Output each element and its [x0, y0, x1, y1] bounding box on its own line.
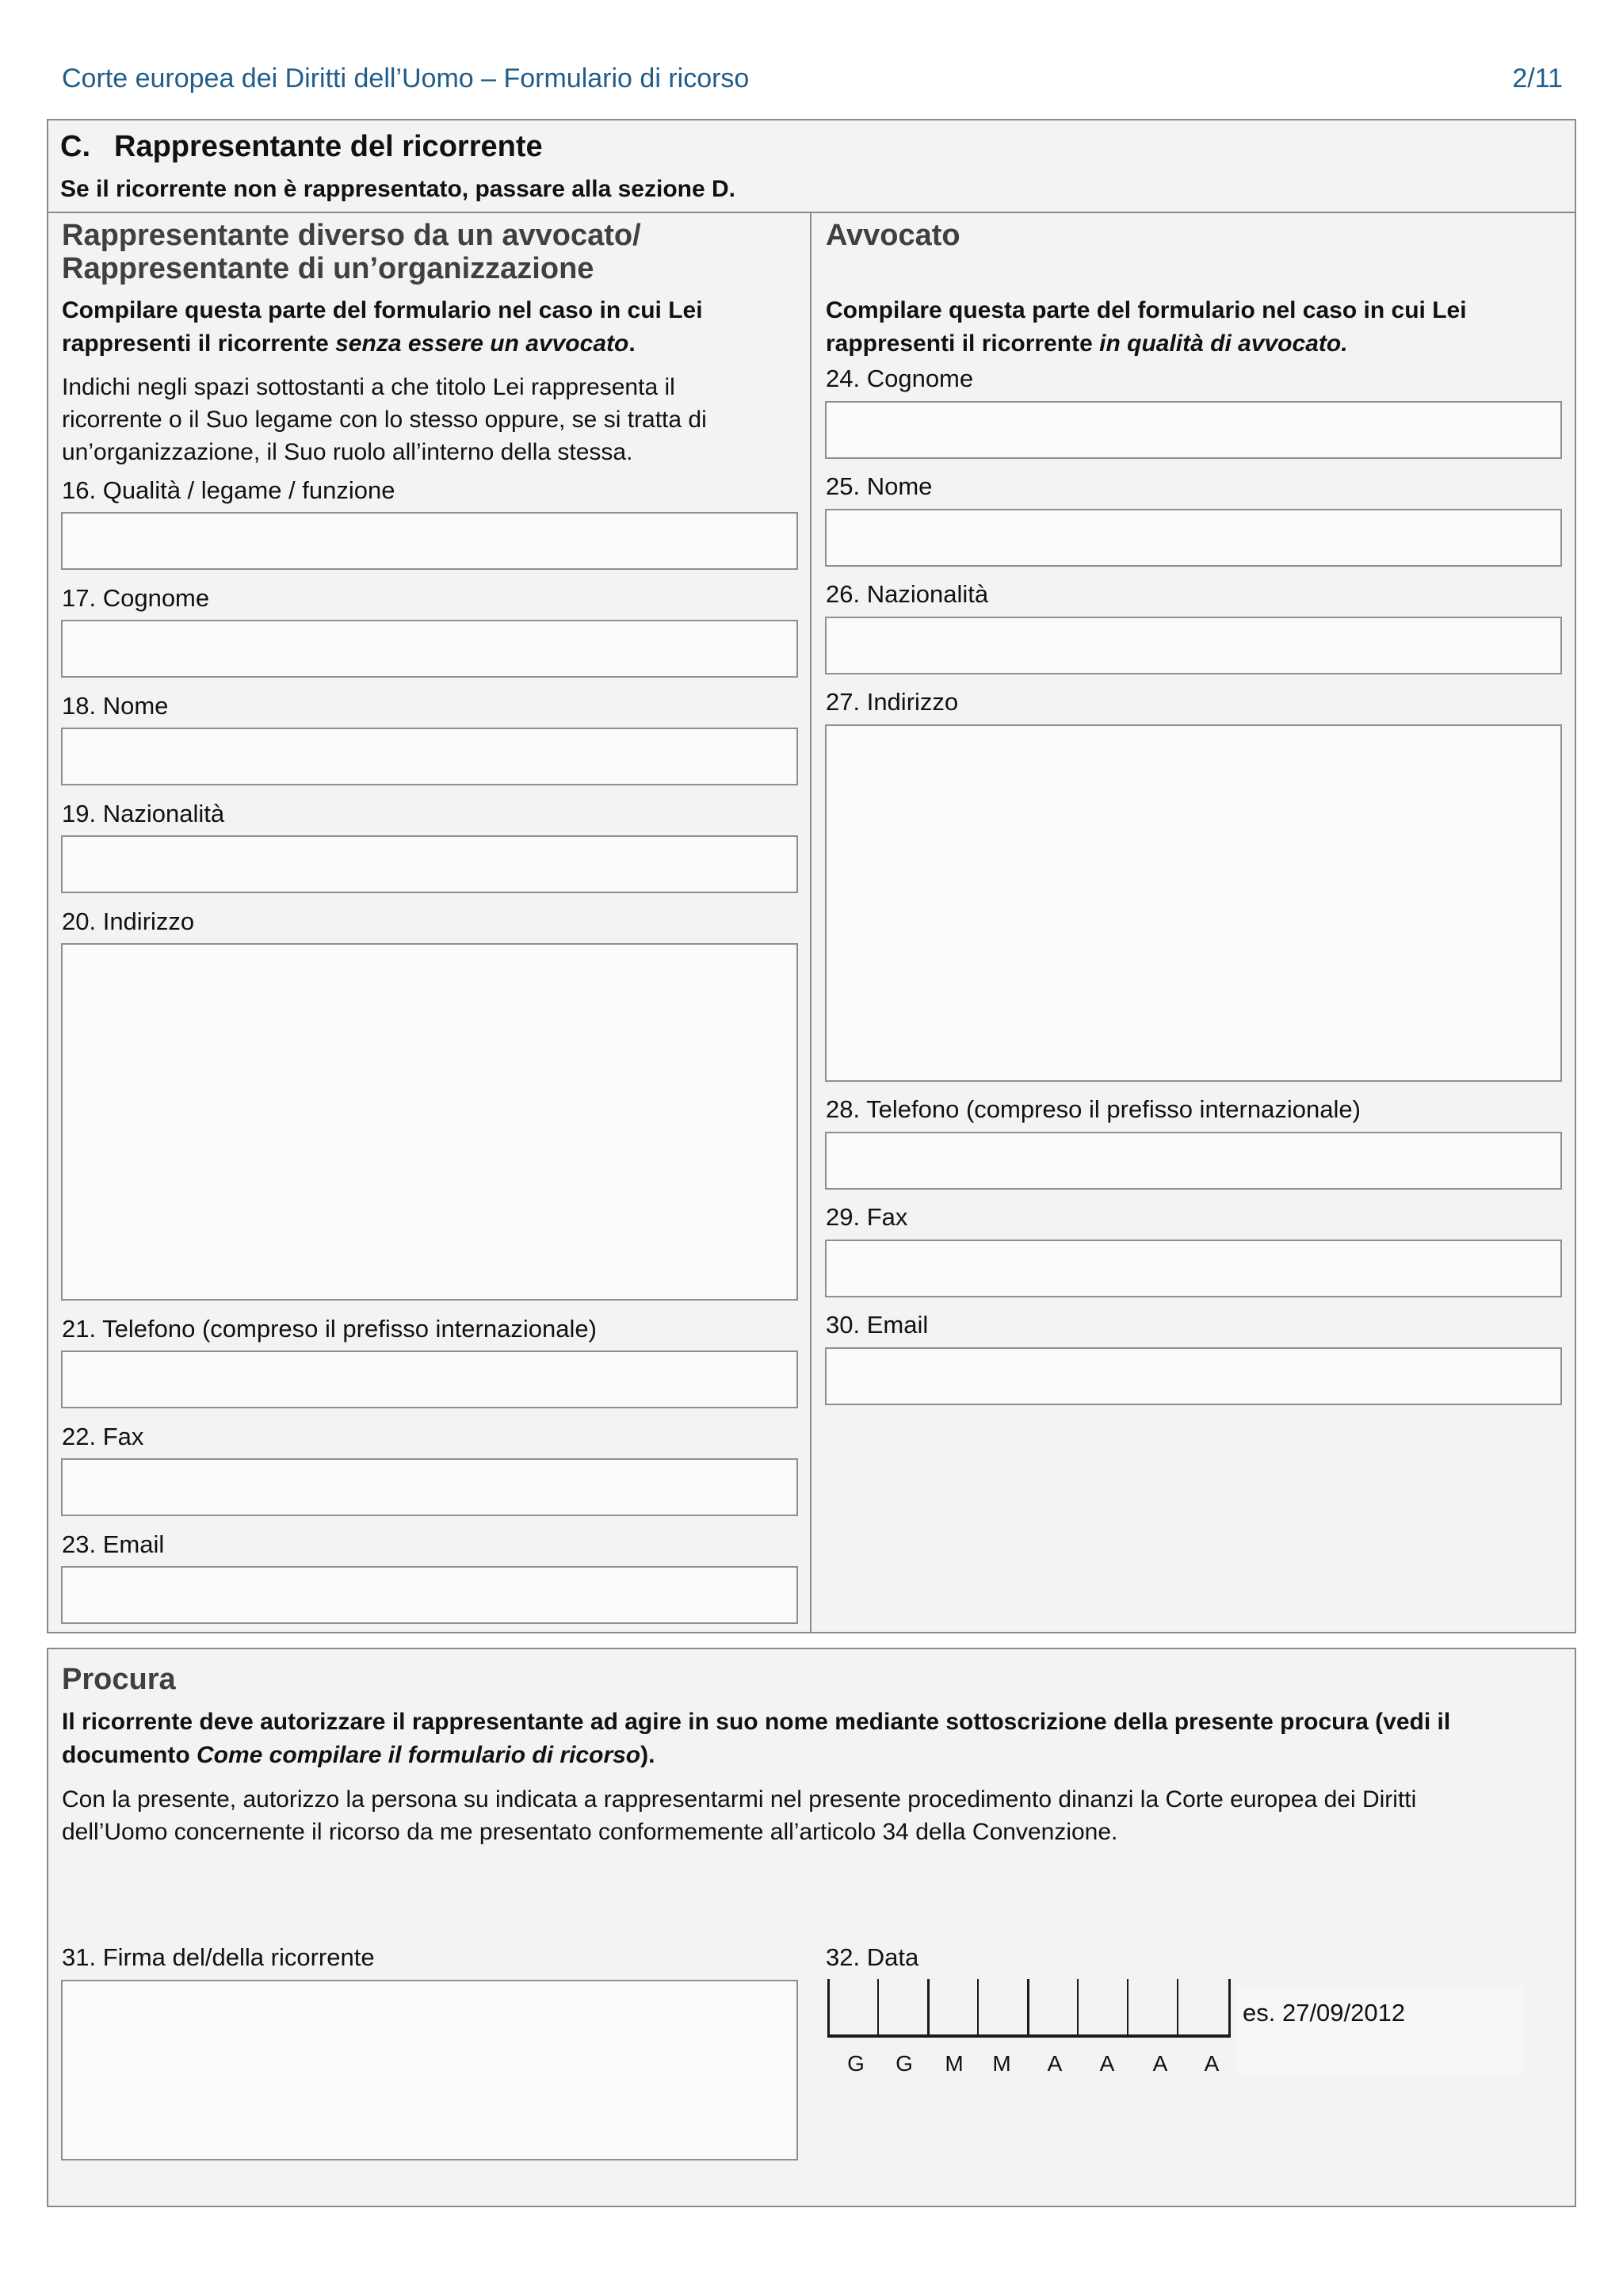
lawyer-phone-input[interactable] — [825, 1132, 1562, 1190]
date-cell-year-3[interactable] — [1127, 1979, 1176, 2036]
section-c-header-divider — [48, 212, 1575, 213]
date-letter-m1: M — [945, 2051, 964, 2076]
label-23-email: 23. Email — [62, 1530, 165, 1558]
label-26-nationality: 26. Nazionalità — [826, 580, 989, 608]
rep-name-input[interactable] — [61, 728, 798, 785]
section-skip-note: Se il ricorrente non è rappresentato, passare alla sezione D. — [60, 176, 735, 202]
procura-doc-suffix: ). — [640, 1742, 655, 1768]
right-column-heading: Avvocato — [826, 219, 960, 252]
left-desc-line-2: ricorrente o il Suo legame con lo stesso oppure, se si tratta di — [62, 407, 707, 433]
rep-phone-input[interactable] — [61, 1350, 798, 1408]
date-cell-day-1[interactable] — [827, 1979, 876, 2036]
right-instr-line-2 — [826, 327, 1467, 361]
procura-doc-prefix: documento — [62, 1742, 197, 1768]
lawyer-surname-input[interactable] — [825, 401, 1562, 459]
left-desc-line-3: un’organizzazione, il Suo ruolo all’interno della stessa. — [62, 439, 633, 465]
signature-box[interactable] — [61, 1980, 798, 2160]
date-letter-a4: A — [1204, 2051, 1220, 2076]
right-instructions — [826, 294, 1467, 361]
date-letter-g1: G — [847, 2051, 865, 2076]
label-21-phone: 21. Telefono (compreso il prefisso internazionale) — [62, 1315, 597, 1343]
procura-doc-title: Come compilare il formulario di ricorso — [197, 1742, 641, 1768]
date-cell-year-4[interactable] — [1177, 1979, 1226, 2036]
lawyer-nationality-input[interactable] — [825, 617, 1562, 674]
section-title: Rappresentante del ricorrente — [114, 130, 543, 163]
date-letter-a2: A — [1099, 2051, 1115, 2076]
date-letter-g2: G — [896, 2051, 913, 2076]
document-header-title: Corte europea dei Diritti dell’Uomo – Formulario di ricorso — [62, 63, 750, 94]
right-instr-text: rappresenti il ricorrente — [826, 330, 1100, 357]
column-divider — [810, 212, 812, 1633]
procura-instructions — [62, 1706, 1450, 1772]
rep-address-textarea[interactable] — [61, 943, 798, 1301]
label-19-nationality: 19. Nazionalità — [62, 800, 225, 827]
procura-text-line-2: dell’Uomo concernente il ricorso da me presentato conformemente all’articolo 34 della Convenzione. — [62, 1819, 1118, 1845]
rep-surname-input[interactable] — [61, 620, 798, 678]
left-heading-line-1: Rappresentante diverso da un avvocato/ — [62, 219, 641, 252]
label-31-signature: 31. Firma del/della ricorrente — [62, 1943, 375, 1971]
procura-bold-line-1: Il ricorrente deve autorizzare il rappresentante ad agire in suo nome mediante sottoscrizione della presente procura (vedi il — [62, 1709, 1451, 1735]
label-20-address: 20. Indirizzo — [62, 907, 195, 935]
label-28-phone: 28. Telefono (compreso il prefisso internazionale) — [826, 1095, 1361, 1123]
lawyer-email-input[interactable] — [825, 1347, 1562, 1405]
procura-title: Procura — [62, 1663, 176, 1696]
procura-bold-line-2 — [62, 1739, 1450, 1772]
date-letter-m2: M — [992, 2051, 1011, 2076]
date-input-grid[interactable] — [827, 1979, 1232, 2038]
date-cell-year-2[interactable] — [1077, 1979, 1126, 2036]
left-instr-period: . — [628, 330, 636, 357]
right-instr-emphasis: in qualità di avvocato. — [1099, 330, 1348, 357]
right-instr-line-1: Compilare questa parte del formulario nel caso in cui Lei — [826, 297, 1467, 323]
label-17-surname: 17. Cognome — [62, 584, 210, 612]
date-grid-end — [1228, 1979, 1231, 2038]
date-cell-month-1[interactable] — [927, 1979, 976, 2036]
rep-nationality-input[interactable] — [61, 835, 798, 893]
date-cell-month-2[interactable] — [977, 1979, 1026, 2036]
lawyer-fax-input[interactable] — [825, 1240, 1562, 1297]
label-22-fax: 22. Fax — [62, 1423, 144, 1450]
date-example: es. 27/09/2012 — [1243, 1999, 1406, 2027]
label-24-surname: 24. Cognome — [826, 365, 974, 392]
left-instr-line-2 — [62, 327, 703, 361]
left-instr-text: rappresenti il ricorrente — [62, 330, 336, 357]
left-instr-emphasis: senza essere un avvocato — [335, 330, 629, 357]
label-32-date: 32. Data — [826, 1943, 919, 1971]
left-instructions — [62, 294, 703, 361]
label-30-email: 30. Email — [826, 1311, 929, 1339]
left-desc-line-1: Indichi negli spazi sottostanti a che titolo Lei rappresenta il — [62, 374, 675, 400]
quality-input[interactable] — [61, 512, 798, 570]
date-letter-a3: A — [1152, 2051, 1168, 2076]
date-cell-year-1[interactable] — [1027, 1979, 1076, 2036]
left-instr-line-1: Compilare questa parte del formulario nel caso in cui Lei — [62, 297, 703, 323]
section-letter: C. — [60, 130, 90, 163]
page-number: 2/11 — [1512, 63, 1563, 94]
date-grid-baseline — [827, 2034, 1230, 2038]
label-25-name: 25. Nome — [826, 472, 933, 500]
rep-email-input[interactable] — [61, 1566, 798, 1624]
left-column-heading — [62, 219, 641, 285]
label-16-quality: 16. Qualità / legame / funzione — [62, 476, 395, 504]
date-letter-a1: A — [1047, 2051, 1063, 2076]
date-cell-day-2[interactable] — [877, 1979, 926, 2036]
lawyer-address-textarea[interactable] — [825, 724, 1562, 1082]
left-description — [62, 371, 707, 468]
label-18-name: 18. Nome — [62, 692, 169, 720]
rep-fax-input[interactable] — [61, 1458, 798, 1516]
label-27-address: 27. Indirizzo — [826, 688, 959, 716]
lawyer-name-input[interactable] — [825, 509, 1562, 567]
label-29-fax: 29. Fax — [826, 1203, 908, 1231]
procura-text-line-1: Con la presente, autorizzo la persona su indicata a rappresentarmi nel presente procedimento dinanzi la Corte europea dei Diritti — [62, 1786, 1417, 1813]
left-heading-line-2: Rappresentante di un’organizzazione — [62, 252, 594, 285]
procura-statement — [62, 1783, 1416, 1848]
